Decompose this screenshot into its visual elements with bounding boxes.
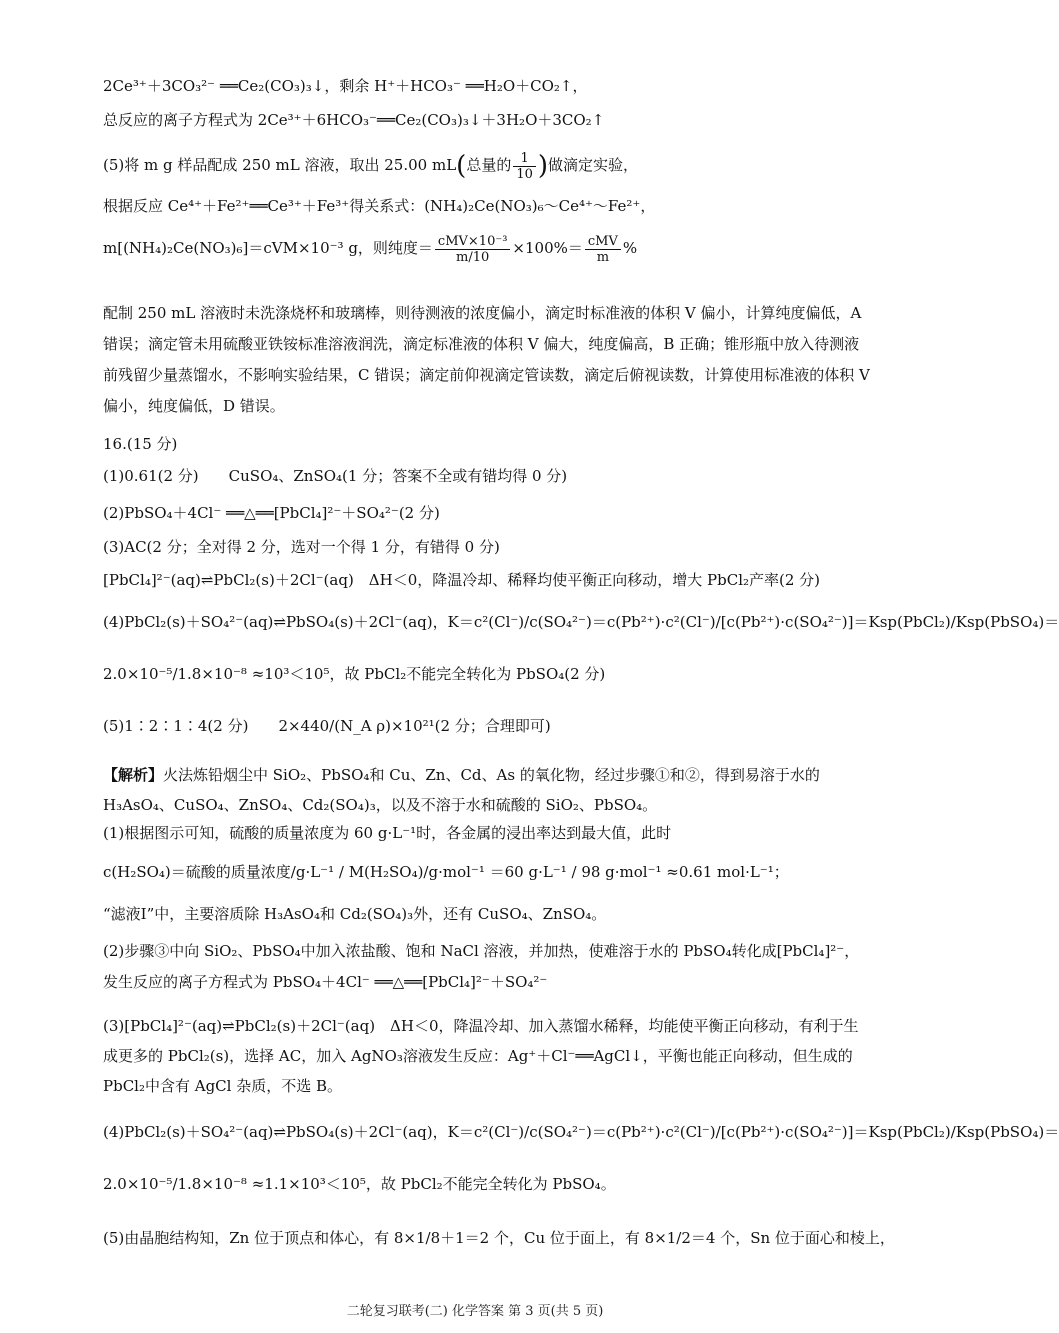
purity-denominator-1: m/10	[456, 249, 490, 265]
explanation-4-result: 2.0×10⁻⁵/1.8×10⁻⁸ ≈1.1×10³＜10⁵，故 PbCl₂不能完全转化为 PbSO₄。	[103, 1175, 616, 1193]
fraction-denominator: 10	[516, 166, 533, 182]
left-paren: (	[456, 151, 467, 181]
purity-formula-mid: ×100%＝	[512, 239, 583, 257]
answer-4-result: 2.0×10⁻⁵/1.8×10⁻⁸ ≈10³＜10⁵，故 PbCl₂不能完全转化为 PbSO₄(2 分)	[103, 665, 606, 683]
explanation-1: (1)根据图示可知，硫酸的质量浓度为 60 g·L⁻¹时，各金属的浸出率达到最大值，此时	[103, 824, 672, 842]
equation-line-2: 总反应的离子方程式为 2Ce³⁺＋6HCO₃⁻══Ce₂(CO₃)₃↓＋3H₂O＋3CO₂↑	[103, 111, 605, 129]
fraction-numerator: 1	[513, 151, 536, 167]
purity-formula-start: m[(NH₄)₂Ce(NO₃)₆]＝cVM×10⁻³ g，则纯度＝	[103, 239, 433, 257]
purity-formula	[103, 228, 873, 268]
purity-fraction-2	[585, 234, 621, 265]
relation-line: 根据反应 Ce⁴⁺＋Fe²⁺══Ce³⁺＋Fe³⁺得关系式：(NH₄)₂Ce(NO₃)₆～Ce⁴⁺～Fe²⁺，	[103, 197, 656, 215]
purity-fraction-1	[435, 234, 511, 265]
explanation-1-calc: c(H₂SO₄)＝硫酸的质量浓度/g·L⁻¹ / M(H₂SO₄)/g·mol⁻¹ ＝60 g·L⁻¹ / 98 g·mol⁻¹ ≈0.61 mol·L⁻¹；	[103, 863, 789, 881]
purity-numerator-2: cMV	[585, 234, 621, 250]
right-paren: )	[537, 151, 549, 181]
answer-3: (3)AC(2 分；全对得 2 分，选对一个得 1 分，有错得 0 分)	[103, 538, 500, 556]
answer-2: (2)PbSO₄＋4Cl⁻ ══△══[PbCl₄]²⁻＋SO₄²⁻(2 分)	[103, 504, 440, 522]
analysis-paragraph	[103, 760, 873, 820]
purity-denominator-2: m	[596, 249, 610, 265]
answer-3-detail: [PbCl₄]²⁻(aq)⇌PbCl₂(s)＋2Cl⁻(aq) ΔH＜0，降温冷却、稀释均使平衡正向移动，增大 PbCl₂产率(2 分)	[103, 571, 821, 589]
explanation-3: (3)[PbCl₄]²⁻(aq)⇌PbCl₂(s)＋2Cl⁻(aq) ΔH＜0，降温冷却、加入蒸馏水稀释，均能使平衡正向移动，有利于生成更多的 PbCl₂(s)，选择 AC，加入 AgNO₃溶液发生反应：Ag⁺＋Cl⁻══AgCl↓，平衡也能正向移动，但生成的 PbCl₂中含有 AgCl 杂质，不选 B。	[103, 1017, 859, 1095]
answer-1: (1)0.61(2 分) CuSO₄、ZnSO₄(1 分；答案不全或有错均得 0 分)	[103, 467, 568, 485]
purity-formula-end: %	[622, 239, 638, 257]
answer-5: (5)1∶2∶1∶4(2 分) 2×440/(N_A ρ)×10²¹(2 分；合理即可)	[103, 717, 551, 735]
part5-intro-text: (5)将 m g 样品配成 250 mL 溶液，取出 25.00 mL	[103, 156, 457, 174]
explanation-5: (5)由晶胞结构知，Zn 位于顶点和体心，有 8×1/8＋1＝2 个，Cu 位于面上，有 8×1/2＝4 个，Sn 位于面心和棱上，	[103, 1229, 895, 1247]
part5-intro-end: 做滴定实验，	[548, 156, 639, 174]
explanation-1-filtrate: “滤液Ⅰ”中，主要溶质除 H₃AsO₄和 Cd₂(SO₄)₃外，还有 CuSO₄、ZnSO₄。	[103, 905, 607, 923]
answer-4: (4)PbCl₂(s)＋SO₄²⁻(aq)⇌PbSO₄(s)＋2Cl⁻(aq)，K＝c²(Cl⁻)/c(SO₄²⁻)＝c(Pb²⁺)·c²(Cl⁻)/[c(Pb²⁺)·c(SO₄²⁻)]＝Ksp(PbCl₂)/Ksp(PbSO₄)＝	[103, 613, 1059, 631]
purity-numerator-1: cMV×10⁻³	[435, 234, 511, 250]
question-16-heading: 16.(15 分)	[103, 435, 178, 453]
fraction-one-tenth	[513, 151, 536, 182]
analysis-label: 【解析】	[103, 766, 164, 784]
equation-line-1: 2Ce³⁺＋3CO₃²⁻ ══Ce₂(CO₃)₃↓，剩余 H⁺＋HCO₃⁻ ══H₂O＋CO₂↑，	[103, 77, 588, 95]
page-footer: 二轮复习联考(二) 化学答案 第 3 页(共 5 页)	[346, 1304, 604, 1319]
error-analysis-paragraph: 配制 250 mL 溶液时未洗涤烧杯和玻璃棒，则待测液的浓度偏小，滴定时标准液的体积 V 偏小，计算纯度偏低，A 错误；滴定管未用硫酸亚铁铵标准溶液润洗，滴定标准液的体积 V 偏大，纯度偏高，B 正确；锥形瓶中放入待测液前残留少量蒸馏水，不影响实验结果，C 错误；滴定前仰视滴定管读数，滴定后俯视读数，计算使用标准液的体积 V 偏小，纯度偏低，D 错误。	[103, 304, 870, 415]
analysis-text: 火法炼铅烟尘中 SiO₂、PbSO₄和 Cu、Zn、Cd、As 的氧化物，经过步骤①和②，得到易溶于水的 H₃AsO₄、CuSO₄、ZnSO₄、Cd₂(SO₄)₃，以及不溶于水和硫酸的 SiO₂、PbSO₄。	[103, 766, 820, 814]
part5-total-label: 总量的	[466, 156, 512, 174]
part5-intro	[103, 150, 873, 180]
explanation-4: (4)PbCl₂(s)＋SO₄²⁻(aq)⇌PbSO₄(s)＋2Cl⁻(aq)，K＝c²(Cl⁻)/c(SO₄²⁻)＝c(Pb²⁺)·c²(Cl⁻)/[c(Pb²⁺)·c(SO₄²⁻)]＝Ksp(PbCl₂)/Ksp(PbSO₄)＝	[103, 1123, 1059, 1141]
explanation-2: (2)步骤③中向 SiO₂、PbSO₄中加入浓盐酸、饱和 NaCl 溶液，并加热，使难溶于水的 PbSO₄转化成[PbCl₄]²⁻，发生反应的离子方程式为 PbSO₄＋4Cl⁻ ══△══[PbCl₄]²⁻＋SO₄²⁻	[103, 942, 860, 991]
